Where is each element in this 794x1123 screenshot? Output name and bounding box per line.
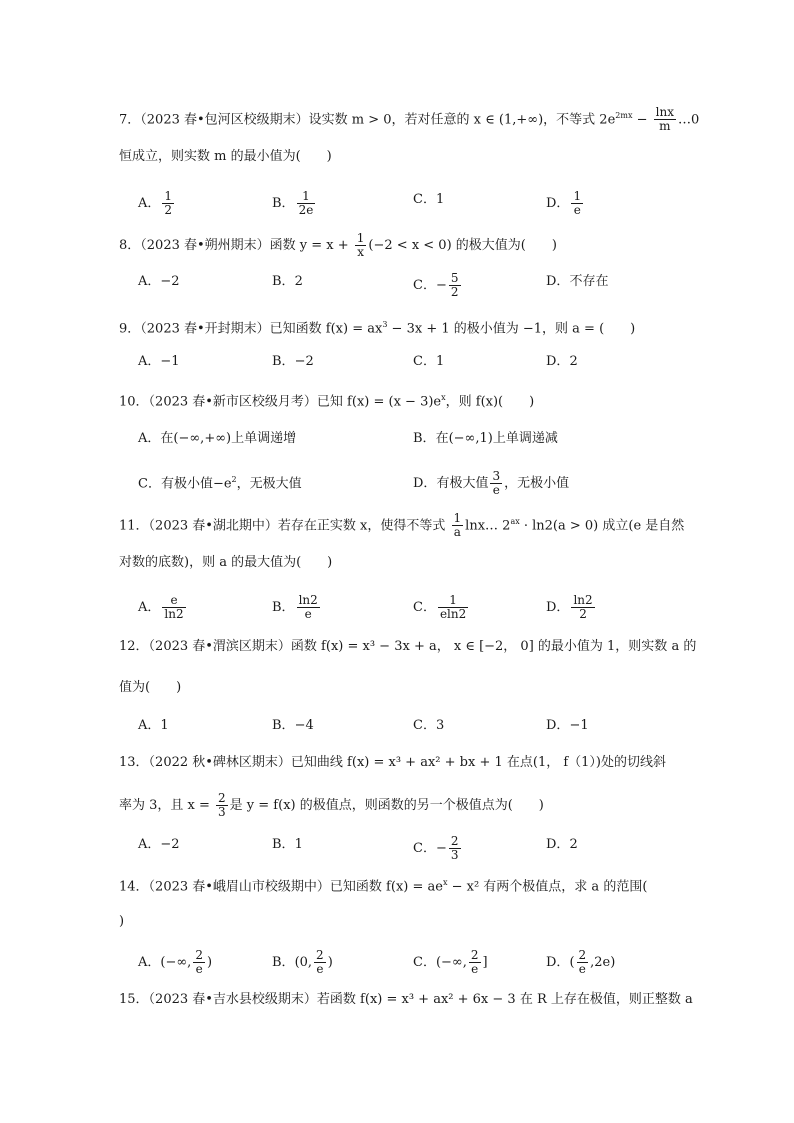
question-12-line-2: 值为( ) (119, 680, 182, 695)
option-b: B．2 (272, 274, 303, 289)
option-d: D．( $\frac{2}{e}$ ,2e) (546, 948, 616, 976)
option-a: A．在(−∞,+∞)上单调递增 (138, 431, 297, 446)
question-13-line-1: 13．（2022 秋•碑林区期末）已知曲线 f(x) = x³ + ax² + bx + 1 在点(1， f（1）)处的切线斜 (119, 755, 666, 770)
option-d: D． $\frac{1}{e}$ (546, 189, 582, 217)
question-9-line-1: 9．（2023 春•开封期末）已知函数 $f(x) = ax^3 - 3x + 1$ 的极小值为 −1，则 a = ( ) (119, 320, 636, 337)
question-10-line-1: 10．（2023 春•新市区校级月考）已知 $f(x) = (x - 3)e^x$，则 f(x)( ) (119, 393, 535, 410)
option-b: B． $\frac{1}{2e}$ (272, 189, 314, 217)
option-c: C．− $\frac{2}{3}$ (413, 834, 459, 862)
option-b: B． $\frac{\ln 2}{e}$ (272, 593, 318, 621)
question-15-line-1: 15．（2023 春•吉水县校级期末）若函数 f(x) = x³ + ax² + 6x − 3 在 R 上存在极值，则正整数 a (119, 992, 693, 1007)
option-a: A． $\frac{1}{2}$ (138, 189, 173, 217)
option-d: D．2 (546, 837, 578, 852)
question-12-line-1: 12．（2023 春•渭滨区期末）函数 f(x) = x³ − 3x + a， x ∈ [−2， 0] 的最小值为 1，则实数 a 的 (119, 639, 697, 654)
option-a: A．−2 (138, 837, 180, 852)
option-d: D． $\frac{\ln 2}{2}$ (546, 593, 593, 621)
option-b: B．−4 (272, 718, 314, 733)
option-b: B．(0, $\frac{2}{e}$ ) (272, 948, 333, 976)
option-c: C．3 (413, 718, 445, 733)
question-11-line-1: 11．（2023 春•湖北期中）若存在正实数 x，使得不等式 $\frac{1}{a}$ lnx… $2^{ax} \cdot \ln 2(a > 0)$ 成立(e 是自然 (119, 511, 685, 540)
question-14-line-2: ) (119, 914, 125, 929)
option-d: D．有极大值 $\frac{3}{e}$ ，无极小值 (413, 469, 570, 497)
option-b: B．−2 (272, 354, 314, 369)
option-a: A． $\frac{e}{\ln 2}$ (138, 593, 184, 621)
option-d: D．−1 (546, 718, 589, 733)
option-d: D．不存在 (546, 274, 609, 289)
option-a: A．1 (138, 718, 169, 733)
option-c: C．1 (413, 354, 445, 369)
question-11-line-2: 对数的底数)，则 a 的最大值为( ) (119, 555, 333, 570)
question-13-line-2: 率为 3，且 x = $\frac{2}{3}$ 是 y = f(x) 的极值点，则函数的另一个极值点为( ) (119, 791, 544, 819)
question-7-line-1: 7．（2023 春•包河区校级期末）设实数 m > 0，若对任意的 x ∈ (1,+∞)，不等式 $2e^{2mx}$ − $\frac{\ln x}{m}$ …0 (119, 105, 700, 134)
question-14-line-1: 14．（2023 春•峨眉山市校级期中）已知函数 $f(x) = ae^x - x^2$ 有两个极值点，求 a 的范围( (119, 878, 648, 895)
option-b: B．1 (272, 837, 303, 852)
option-c: C．− $\frac{5}{2}$ (413, 271, 459, 299)
option-a: A．−1 (138, 354, 180, 369)
option-c: C．有极小值$-e^2$，无极大值 (138, 475, 302, 492)
option-a: A．−2 (138, 274, 180, 289)
question-8-line-1: 8．（2023 春•朔州期末）函数 y = x + $\frac{1}{x}$ (−2 < x < 0) 的极大值为( ) (119, 231, 557, 259)
fraction: $\frac{\ln x}{m}$ (655, 105, 674, 134)
option-b: B．在(−∞,1)上单调递减 (413, 431, 558, 446)
option-c: C．1 (413, 192, 445, 207)
option-c: C． $\frac{1}{eln2}$ (413, 593, 467, 621)
question-7-line-2: 恒成立，则实数 m 的最小值为( ) (119, 149, 332, 164)
option-a: A．(−∞, $\frac{2}{e}$ ) (138, 948, 213, 976)
option-c: C．(−∞, $\frac{2}{e}$ ] (413, 948, 488, 976)
option-d: D．2 (546, 354, 578, 369)
